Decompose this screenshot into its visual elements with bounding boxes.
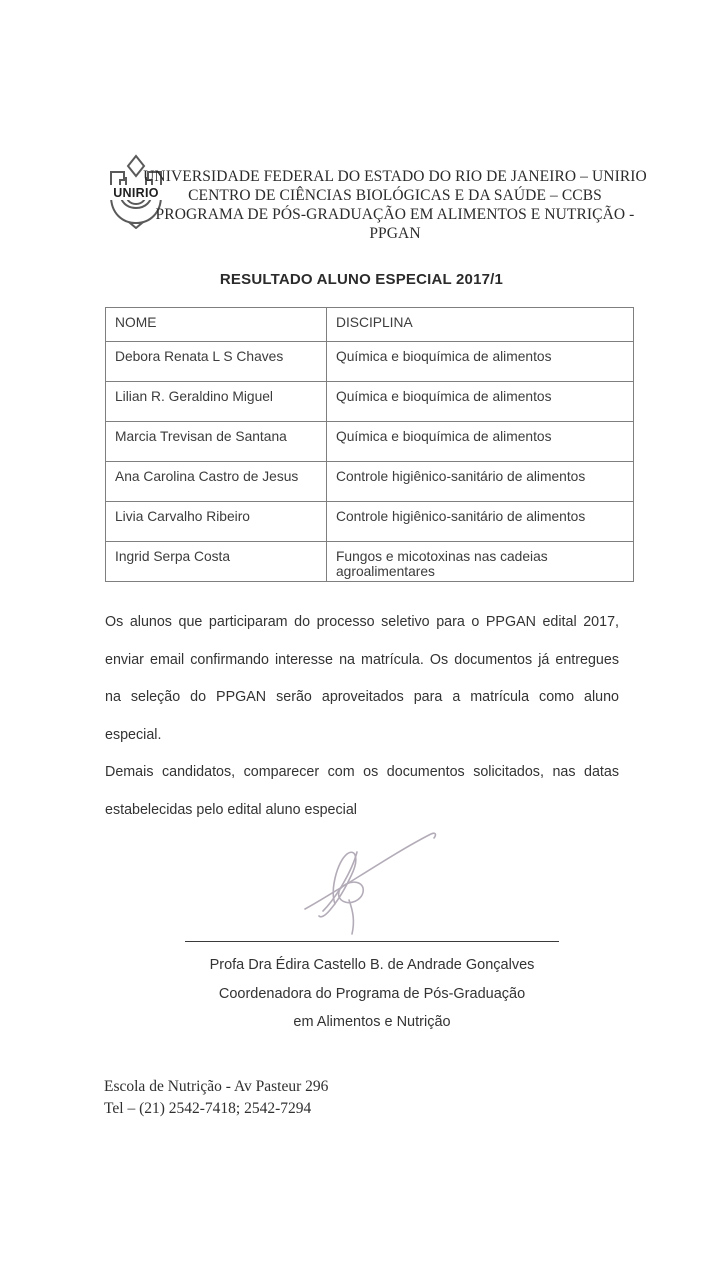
- cell-disciplina: Controle higiênico-sanitário de alimentos: [327, 502, 634, 542]
- signatory-name: Profa Dra Édira Castello B. de Andrade Gonçalves: [209, 957, 535, 973]
- cell-disciplina: Química e bioquímica de alimentos: [327, 422, 634, 462]
- cell-nome: Lilian R. Geraldino Miguel: [106, 382, 327, 422]
- body-paragraph-1: Os alunos que participaram do processo seletivo para o PPGAN edital 2017, enviar email confirmando interesse na matrícula. Os documentos já entregues na seleção do PPGAN serão aproveitados para a matrícula como aluno especial.: [105, 614, 619, 743]
- logo-wordmark: UNIRIO: [113, 186, 159, 200]
- table-row: [106, 342, 634, 382]
- header-line-university: UNIVERSIDADE FEDERAL DO ESTADO DO RIO DE JANEIRO – UNIRIO: [143, 168, 647, 185]
- document-title: RESULTADO ALUNO ESPECIAL 2017/1: [219, 271, 504, 288]
- table-header-nome: NOME: [106, 308, 327, 342]
- signatory-role-2: em Alimentos e Nutrição: [293, 1014, 451, 1030]
- table-row: [106, 542, 634, 582]
- header-line-center: CENTRO DE CIÊNCIAS BIOLÓGICAS E DA SAÚDE – CCBS: [188, 187, 602, 204]
- cell-nome: Livia Carvalho Ribeiro: [106, 502, 327, 542]
- cell-nome: Debora Renata L S Chaves: [106, 342, 327, 382]
- footer-phone: Tel – (21) 2542-7418; 2542-7294: [104, 1100, 312, 1117]
- signature-line: [185, 941, 559, 942]
- table-row: [106, 502, 634, 542]
- cell-nome: Marcia Trevisan de Santana: [106, 422, 327, 462]
- signatory-role-1: Coordenadora do Programa de Pós-Graduação: [218, 985, 526, 1002]
- table-header-row: [106, 308, 634, 342]
- table-row: [106, 422, 634, 462]
- cell-nome: Ingrid Serpa Costa: [106, 542, 327, 582]
- cell-nome: Ana Carolina Castro de Jesus: [106, 462, 327, 502]
- results-table: [105, 307, 634, 582]
- cell-disciplina: Fungos e micotoxinas nas cadeias agroalimentares: [327, 542, 634, 582]
- signature-scribble-image: [283, 810, 458, 938]
- table-row: [106, 382, 634, 422]
- body-text: [105, 604, 619, 830]
- cell-disciplina: Controle higiênico-sanitário de alimentos: [327, 462, 634, 502]
- institution-header: [130, 167, 660, 243]
- footer: [104, 1076, 328, 1120]
- table-row: [106, 462, 634, 502]
- table-header-disciplina: DISCIPLINA: [327, 308, 634, 342]
- body-paragraph-2: Demais candidatos, comparecer com os documentos solicitados, nas datas estabelecidas pelo edital aluno especial: [105, 764, 619, 818]
- cell-disciplina: Química e bioquímica de alimentos: [327, 382, 634, 422]
- signatory-block: [134, 951, 610, 1037]
- header-line-program: PROGRAMA DE PÓS-GRADUAÇÃO EM ALIMENTOS E NUTRIÇÃO - PPGAN: [155, 206, 635, 242]
- cell-disciplina: Química e bioquímica de alimentos: [327, 342, 634, 382]
- footer-address: Escola de Nutrição - Av Pasteur 296: [104, 1078, 329, 1095]
